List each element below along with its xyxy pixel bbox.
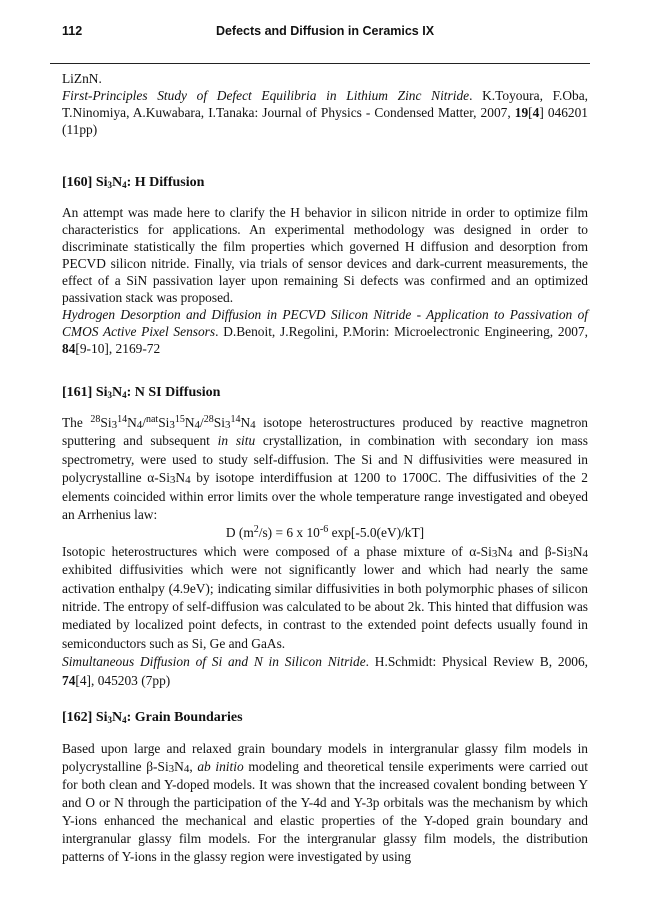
superscript: 2: [253, 524, 259, 536]
subscript: 4: [582, 547, 588, 560]
paragraph: [62, 414, 588, 524]
bold-text: 4: [532, 105, 540, 120]
italic-text: in situ: [217, 433, 256, 449]
subscript: 4: [136, 419, 143, 431]
bold-text: 74: [62, 672, 76, 688]
bold-text: 19: [514, 105, 529, 120]
citation: [62, 653, 588, 690]
text-run: isotope heterostructures produced by reactive magnetron sputtering and subsequent: [62, 415, 588, 449]
text-run: exhibited diffusivities which were not significantly lower and which had nearly the same activation enthalpy (4.9eV); indicating similar diffusivities in both polymorphic phases of silicon nitride. The entropy of self-diffusion was calculated to be about 2k. This hinted that diffusion was mediated by localized point defects, in contrast to the extended point defects usually found in semiconductors such as Si, Ge and GaAs.: [62, 562, 588, 651]
text-run: N: [175, 470, 186, 486]
section-heading-161: [62, 385, 220, 401]
subscript: 3: [567, 547, 573, 560]
paragraph: [62, 543, 588, 653]
text-run: [4], 045203 (7pp): [75, 672, 171, 688]
text-run: N: [184, 415, 195, 430]
paragraph: [62, 740, 588, 866]
heading-rest: : Grain Boundaries: [126, 710, 243, 725]
text-run: LiZnN.: [62, 71, 102, 86]
text-run: Isotopic heterostructures which were composed of a phase mixture of α-Si: [62, 543, 492, 559]
paragraph: [62, 70, 588, 87]
subscript: 4: [185, 474, 191, 487]
heading-num: [161] Si: [62, 385, 108, 400]
section-160-body: [62, 204, 588, 357]
superscript: 14: [230, 414, 241, 425]
heading-num: [160] Si: [62, 175, 108, 190]
section-161-body: [62, 414, 588, 690]
previous-entry-continuation: [62, 70, 588, 138]
heading-mid: N: [112, 385, 123, 400]
text-run: /: [142, 415, 146, 430]
text-run: crystallization, in combination with secondary ion mass spectrometry, were used to study self-diffusion. The Si and N diffusivities were measured in polycrystalline α-Si: [62, 433, 588, 486]
subscript: 3: [169, 474, 176, 487]
text-run: by isotope interdiffusion at 1200 to 1700C. The diffusivities of the 2 elements coincided within error limits over the whole temperature range investigated and obeyed an Arrhenius law:: [62, 470, 589, 523]
text-run: Si: [213, 415, 225, 430]
subscript: 4: [194, 419, 201, 431]
text-run: An attempt was made here to clarify the H behavior in silicon nitride in order to optimize film characteristics for applications. An experimental methodology was designed in order to discriminate statistically the film properties which governed H diffusion and desorption from PECVD silicon nitride. Finally, via trials of sensor devices and dark-current measurements, the effect of a SiN passivation layer upon remaining Si defects was confirmed and an optimized passivation stack was proposed.: [62, 205, 588, 305]
equation: [62, 524, 588, 542]
text-run: Based upon large and relaxed grain boundary models in intergranular glassy film models in polycrystalline β-Si: [62, 741, 588, 774]
superscript: 15: [174, 414, 185, 425]
italic-text: Hydrogen Desorption and Diffusion in PECVD Silicon Nitride - Application to Passivation of CMOS Active Pixel Sensors: [62, 307, 588, 339]
text-run: ,: [189, 759, 198, 774]
italic-text: ab initio: [197, 759, 244, 774]
heading-sub1: 3: [107, 715, 112, 725]
text-run: D (m: [225, 525, 254, 541]
section-heading-162: [62, 710, 243, 726]
heading-num: [162] Si: [62, 710, 108, 725]
heading-mid: N: [112, 710, 123, 725]
heading-rest: : H Diffusion: [126, 175, 205, 190]
citation: [62, 87, 588, 138]
text-run: N: [174, 759, 184, 774]
italic-text: Simultaneous Diffusion of Si and N in Silicon Nitride: [62, 654, 366, 670]
text-run: /s) = 6 x 10: [258, 525, 320, 541]
text-run: N: [572, 543, 583, 559]
section-heading-160: [62, 175, 204, 191]
text-run: . K.Toyoura, F.Oba, T.Ninomiya, A.Kuwabara, I.Tanaka: Journal of Physics - Condensed Matter, 2007,: [62, 88, 588, 120]
text-run: Si: [100, 415, 112, 430]
heading-mid: N: [112, 175, 123, 190]
text-run: [9-10], 2169-72: [75, 341, 161, 356]
text-run: modeling and theoretical tensile experiments were carried out for both clean and Y-doped models. It was shown that the increased covalent bonding between Y and O or N through the participation of the Y-4d and Y-3p orbitals was the mechanism by which Y-ions enhanced the mechanical and elastic properties of the Y-doped grain boundary and intergranular glassy film models. For the intergranular glassy film models, the distribution patterns of Y-ions in the glassy region were investigated by using: [62, 759, 588, 864]
text-run: N: [240, 415, 251, 430]
running-title: Defects and Diffusion in Ceramics IX: [215, 24, 435, 38]
superscript: -6: [319, 524, 329, 536]
text-run: ] 046201 (11pp): [62, 105, 589, 137]
subscript: 3: [169, 419, 175, 431]
superscript: nat: [145, 414, 159, 425]
superscript: 28: [203, 414, 214, 425]
heading-sub2: 4: [122, 390, 127, 400]
header-rule: [50, 63, 590, 64]
subscript: 4: [250, 419, 256, 431]
text-run: [: [528, 105, 533, 120]
page-number: 112: [62, 24, 83, 38]
bold-text: 84: [62, 341, 76, 356]
running-header: [62, 24, 588, 42]
heading-sub2: 4: [122, 180, 127, 190]
subscript: 3: [491, 547, 498, 560]
subscript: 3: [168, 763, 175, 775]
superscript: 14: [117, 414, 128, 425]
text-run: N: [497, 543, 508, 559]
heading-sub1: 3: [107, 180, 112, 190]
paragraph: [62, 204, 588, 306]
text-run: /: [200, 415, 204, 430]
superscript: 28: [90, 414, 101, 425]
subscript: 3: [224, 419, 231, 431]
text-run: . H.Schmidt: Physical Review B, 2006,: [365, 654, 588, 670]
citation: [62, 306, 588, 357]
heading-rest: : N SI Diffusion: [126, 385, 221, 400]
heading-sub1: 3: [107, 390, 112, 400]
subscript: 4: [183, 763, 190, 775]
text-run: and β-Si: [512, 543, 568, 559]
section-162-body: [62, 740, 588, 866]
italic-text: First-Principles Study of Defect Equilibria in Lithium Zinc Nitride: [62, 88, 470, 103]
text-run: Si: [158, 415, 170, 430]
subscript: 4: [507, 547, 513, 560]
text-run: exp[-5.0(eV)/kT]: [328, 525, 425, 541]
text-run: The: [62, 415, 91, 430]
subscript: 3: [111, 419, 118, 431]
text-run: . D.Benoit, J.Regolini, P.Morin: Microelectronic Engineering, 2007,: [215, 324, 588, 339]
text-run: N: [127, 415, 137, 430]
heading-sub2: 4: [122, 715, 127, 725]
